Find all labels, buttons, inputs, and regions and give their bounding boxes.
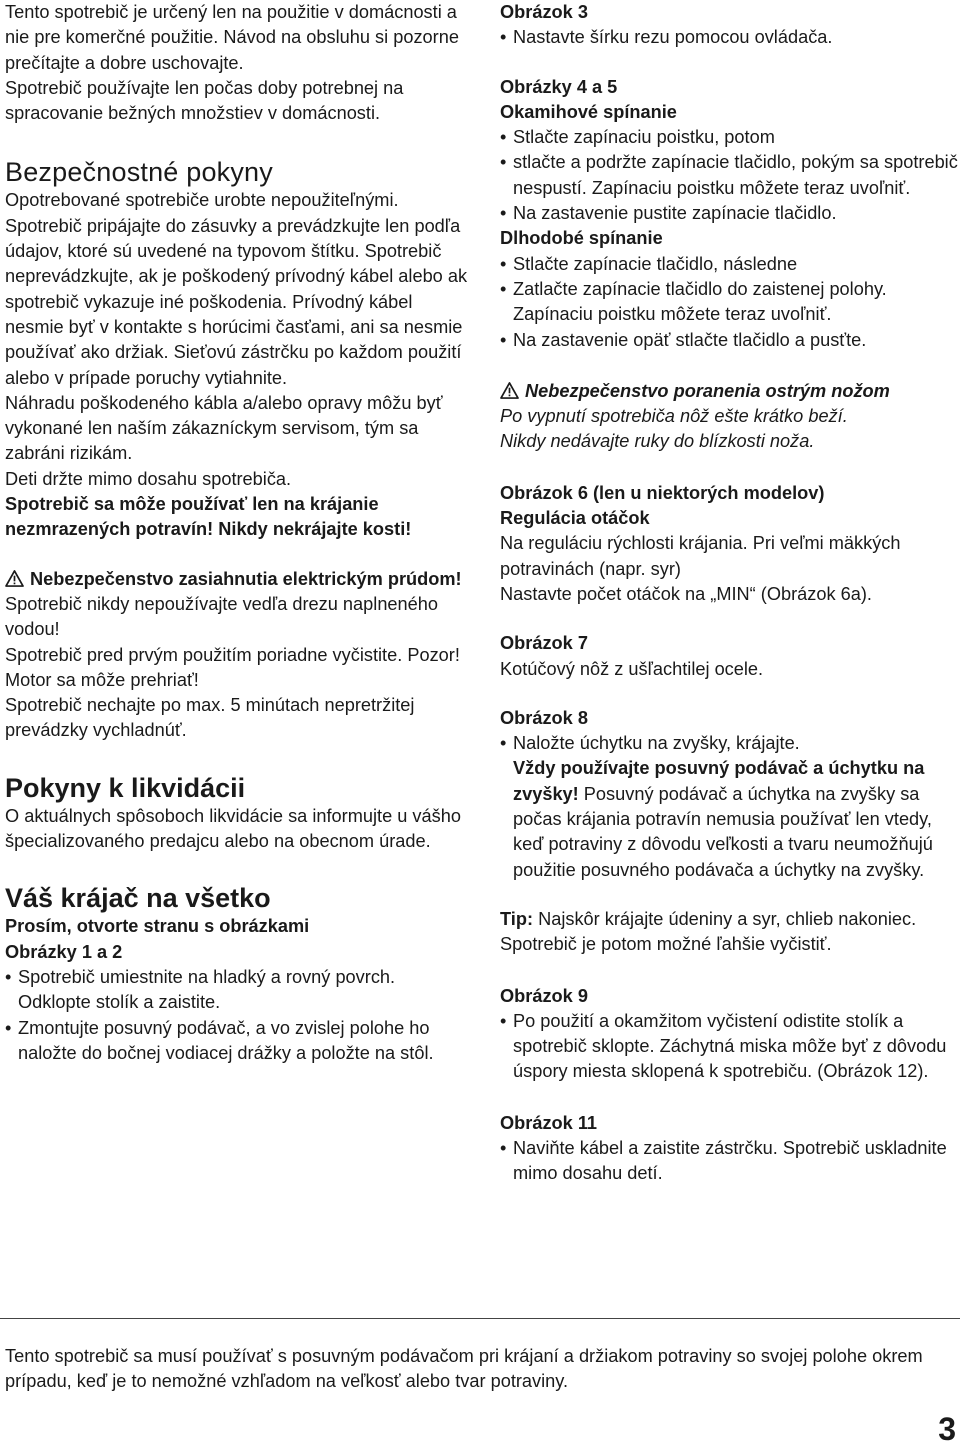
disposal-text: O aktuálnych spôsoboch likvidácie sa informujte u vášho špecializovaného predajcu alebo na obecnom úrade. <box>5 805 461 852</box>
figure-8-note <box>500 756 958 882</box>
list-item: • Naložte úchytku na zvyšky, krájajte. <box>500 731 958 756</box>
left-column <box>5 0 471 1066</box>
list-item: • Stlačte zapínaciu poistku, potom <box>500 125 958 150</box>
slicer-subheading: Prosím, otvorte stranu s obrázkami <box>5 916 310 937</box>
continuous-switch-list <box>500 252 958 353</box>
disposal-heading: Pokyny k likvidácii <box>5 772 246 803</box>
list-item: • Zmontujte posuvný podávač, a vo zvislej polohe ho naložte do bočnej vodiacej drážky a položte na stôl. <box>5 1016 471 1067</box>
momentary-switch-subheading: Okamihové spínanie <box>500 101 677 122</box>
tip-label: Tip: <box>500 908 534 929</box>
figures-1-2-list <box>5 965 471 1066</box>
warning-triangle-icon <box>5 570 24 587</box>
list-item: • Stlačte zapínacie tlačidlo, následne <box>500 252 958 277</box>
list-item: • Zatlačte zapínacie tlačidlo do zaistenej polohy. Zapínaciu poistku môžete teraz uvoľniť. <box>500 277 958 328</box>
electric-paragraph-2: Spotrebič pred prvým použitím poriadne vyčistite. Pozor! Motor sa môže prehriať! <box>5 644 460 690</box>
figure-6-paragraph-1: Na reguláciu rýchlosti krájania. Pri veľmi mäkkých potravinách (napr. syr) <box>500 533 901 579</box>
figure-8-title: Obrázok 8 <box>500 707 588 728</box>
electric-paragraph-1: Spotrebič nikdy nepoužívajte vedľa drezu naplneného vodou! <box>5 593 439 640</box>
figure-9-title: Obrázok 9 <box>500 985 588 1006</box>
figure-11-title: Obrázok 11 <box>500 1112 598 1133</box>
speed-control-subheading: Regulácia otáčok <box>500 508 650 529</box>
figure-3-title: Obrázok 3 <box>500 2 588 22</box>
continuous-switch-subheading: Dlhodobé spínanie <box>500 228 663 249</box>
figure-7-text: Kotúčový nôž z ušľachtilej ocele. <box>500 658 764 679</box>
figure-7-title: Obrázok 7 <box>500 633 588 654</box>
page-number: 3 <box>938 1411 956 1447</box>
footer-note: Tento spotrebič sa musí používať s posuvným podávačom pri krájaní a držiakom potraviny so svojej polohe okrem prípadu, keď je to nemožné vzhľadom na veľkosť alebo tvar potraviny. <box>5 1346 923 1392</box>
tip-paragraph <box>500 907 958 958</box>
figure-8-list <box>500 731 958 756</box>
right-column <box>500 0 958 1187</box>
footer-divider <box>0 1318 960 1319</box>
list-item: • Naviňte kábel a zaistite zástrčku. Spotrebič uskladnite mimo dosahu detí. <box>500 1136 958 1187</box>
figures-1-2-title: Obrázky 1 a 2 <box>5 941 123 962</box>
figure-8-note-rest: Posuvný podávač a úchytka na zvyšky sa počas krájania potravín nemusia používať len vtedy, keď potraviny z dôvodu veľkosti a tvaru neumožňujú použitie posuvného podávača a úchytky na zvyšky. <box>513 783 933 880</box>
list-item: • Spotrebič umiestnite na hladký a rovný povrch. Odklopte stolík a zaistite. <box>5 965 471 1016</box>
figure-8-bold-note: Vždy používajte posuvný podávač a úchytku na zvyšky! <box>513 758 925 804</box>
safety-heading: Bezpečnostné pokyny <box>5 157 273 188</box>
list-item: • stlačte a podržte zapínacie tlačidlo, pokým sa spotrebič nespustí. Zapínaciu poistku môžete teraz uvoľniť. <box>500 150 958 201</box>
figures-4-5-title: Obrázky 4 a 5 <box>500 76 618 97</box>
knife-warning-heading <box>500 379 958 404</box>
knife-warning-line-1: Po vypnutí spotrebiča nôž ešte krátko beží. <box>500 406 848 427</box>
safety-paragraph-4: Deti držte mimo dosahu spotrebiča. <box>5 468 292 489</box>
safety-paragraph-1: Opotrebované spotrebiče urobte nepoužiteľnými. <box>5 190 399 211</box>
electric-paragraph-3: Spotrebič nechajte po max. 5 minútach nepretržitej prevádzky vychladnúť. <box>5 695 415 741</box>
list-item: • Na zastavenie opäť stlačte tlačidlo a pusťte. <box>500 328 958 353</box>
figure-6-title: Obrázok 6 (len u niektorých modelov) <box>500 482 825 503</box>
safety-paragraph-3: Náhradu poškodeného kábla a/alebo opravy môžu byť vykonané len naším zákazníckym servisom, tým sa zabráni rizikám. <box>5 392 443 464</box>
warning-triangle-icon <box>500 382 519 399</box>
knife-warning-line-2: Nikdy nedávajte ruky do blízkosti noža. <box>500 431 815 452</box>
safety-bold-warning: Spotrebič sa môže používať len na krájanie nezmrazených potravín! Nikdy nekrájajte kosti! <box>5 494 412 540</box>
knife-warning-heading-text: Nebezpečenstvo poranenia ostrým nožom <box>525 380 890 401</box>
list-item: • Na zastavenie pustite zapínacie tlačidlo. <box>500 201 958 226</box>
intro-paragraph-2: Spotrebič používajte len počas doby potrebnej na spracovanie bežných množstiev v domácnosti. <box>5 77 404 124</box>
safety-paragraph-2: Spotrebič pripájajte do zásuvky a prevádzkujte len podľa údajov, ktoré sú uvedené na typovom štítku. Spotrebič neprevádzkujte, ak je poškodený prívodný kábel alebo ak spotrebič vykazuje iné poškodenia. Prívodný kábel nesmie byť v kontakte s horúcimi časťami, ani sa nesmie používať ako držiak. Sieťovú zástrčku po každom použití alebo v prípade poruchy vytiahnite. <box>5 215 468 388</box>
list-item: • Nastavte šírku rezu pomocou ovládača. <box>500 25 958 50</box>
figure-11-list <box>500 1136 958 1187</box>
electric-warning-heading <box>5 567 471 592</box>
figure-6-paragraph-2: Nastavte počet otáčok na „MIN“ (Obrázok 6a). <box>500 583 872 604</box>
figure-9-list <box>500 1009 958 1085</box>
electric-warning-heading-text: Nebezpečenstvo zasiahnutia elektrickým prúdom! <box>30 568 462 589</box>
list-item: • Po použití a okamžitom vyčistení odistite stolík a spotrebič sklopte. Záchytná miska môže byť z dôvodu úspory miesta sklopená k spotrebiču. (Obrázok 12). <box>500 1009 958 1085</box>
tip-text: Najskôr krájajte údeniny a syr, chlieb nakoniec. Spotrebič je potom možné ľahšie vyčistiť. <box>500 908 917 955</box>
slicer-heading: Váš krájač na všetko <box>5 883 271 914</box>
figure-3-list <box>500 25 958 50</box>
momentary-switch-list <box>500 125 958 226</box>
intro-paragraph-1: Tento spotrebič je určený len na použitie v domácnosti a nie pre komerčné použitie. Návod na obsluhu si pozorne prečítajte a dobre uschovajte. <box>5 2 459 73</box>
